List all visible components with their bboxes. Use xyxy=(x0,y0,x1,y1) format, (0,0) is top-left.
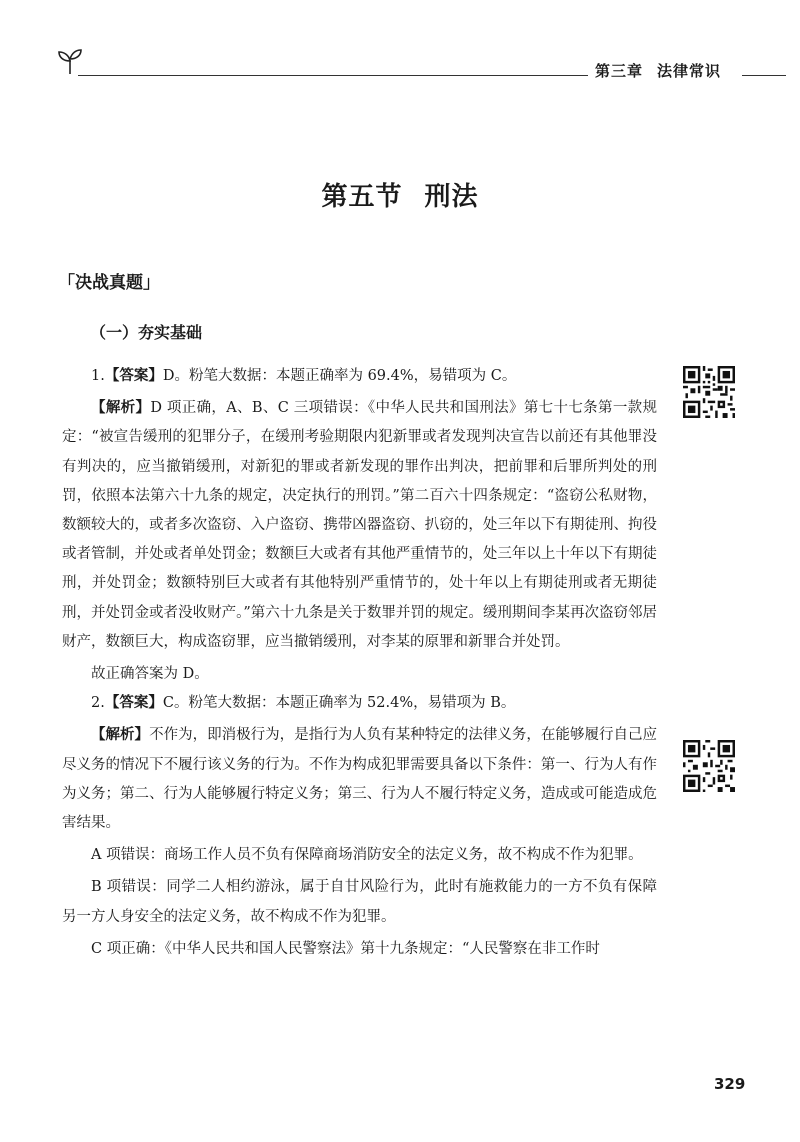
answer-content xyxy=(62,362,657,964)
section-number: 第五节 xyxy=(321,182,403,212)
exam-heading: 「决战真题」 xyxy=(58,273,160,293)
qr-code-graphic xyxy=(683,366,735,418)
page-number: 329 xyxy=(714,1075,746,1093)
header-rule-right xyxy=(742,75,786,76)
q2-number: 2. xyxy=(91,695,105,712)
q2-analysis xyxy=(62,721,657,838)
q2-option-a: A 项错误：商场工作人员不负有保障商场消防安全的法定义务，故不构成不作为犯罪。 xyxy=(91,847,643,864)
answer-text: D。粉笔大数据：本题正确率为 69.4%，易错项为 C。 xyxy=(162,368,517,384)
q1-number: 1. xyxy=(91,368,105,384)
analysis-tag: 【解析】 xyxy=(91,400,151,417)
section-title xyxy=(0,176,800,213)
analysis-text: D 项正确，A、B、C 三项错误：《中华人民共和国刑法》第七十七条第一款规定：“被宣告缓刑的犯罪分子，在缓刑考验期限内犯新罪或者发现判决宣告以前还有其他罪没有判决的，应当撤销缓刑，对新犯的罪或者新发现的罪作出判决，把前罪和后罪所判处的刑罚，依照本法第六十九条的规定，决定执行的刑罚。”第二百六十四条规定：“盗窃公私财物，数额较大的，或者多次盗窃、入户盗窃、携带凶器盗窃、扒窃的，处三年以下有期徒刑、拘役或者管制，并处或者单处罚金；数额巨大或者有其他严重情节的，处三年以上十年以下有期徒刑，并处罚金；数额特别巨大或者有其他特别严重情节的，处十年以上有期徒刑或者无期徒刑，并处罚金或者没收财产。”第六十九条是关于数罪并罚的规定。缓刑期间李某再次盗窃邻居财产，数额巨大，构成盗窃罪，应当撤销缓刑，对李某的原罪和新罪合并处罚。 xyxy=(62,400,658,650)
answer-tag: 【答案】 xyxy=(104,368,163,384)
running-header xyxy=(595,60,721,81)
analysis-text: 不作为，即消极行为，是指行为人负有某种特定的法律义务，在能够履行自己应尽义务的情况下不履行该义务的行为。不作为构成犯罪需要具备以下条件：第一、行为人有作为义务；第二、行为人能够履行特定义务；第三、行为人不履行特定义务，造成或可能造成危害结果。 xyxy=(62,727,658,832)
section-name: 刑法 xyxy=(424,182,479,212)
sub-heading: （一）夯实基础 xyxy=(90,323,203,342)
q1-answer xyxy=(62,362,657,391)
answer-text: C。粉笔大数据：本题正确率为 52.4%，易错项为 B。 xyxy=(162,695,516,712)
q1-conclusion: 故正确答案为 D。 xyxy=(91,666,209,683)
q2-answer xyxy=(62,689,657,718)
analysis-tag: 【解析】 xyxy=(91,727,150,744)
sprout-logo-icon xyxy=(57,47,83,75)
q2-option-c: C 项正确：《中华人民共和国人民警察法》第十九条规定：“人民警察在非工作时 xyxy=(91,940,600,957)
answer-tag: 【答案】 xyxy=(104,695,163,712)
subject-label: 法律常识 xyxy=(657,62,722,80)
qr-code-graphic xyxy=(683,740,735,792)
qr-code-icon[interactable] xyxy=(683,740,735,792)
chapter-label: 第三章 xyxy=(595,62,644,80)
qr-code-icon[interactable] xyxy=(683,366,735,418)
header-rule-left xyxy=(78,75,588,76)
q2-option-b: B 项错误：同学二人相约游泳，属于自甘风险行为，此时有施救能力的一方不负有保障另一方人身安全的法定义务，故不构成不作为犯罪。 xyxy=(62,879,657,925)
q1-analysis xyxy=(62,394,657,657)
